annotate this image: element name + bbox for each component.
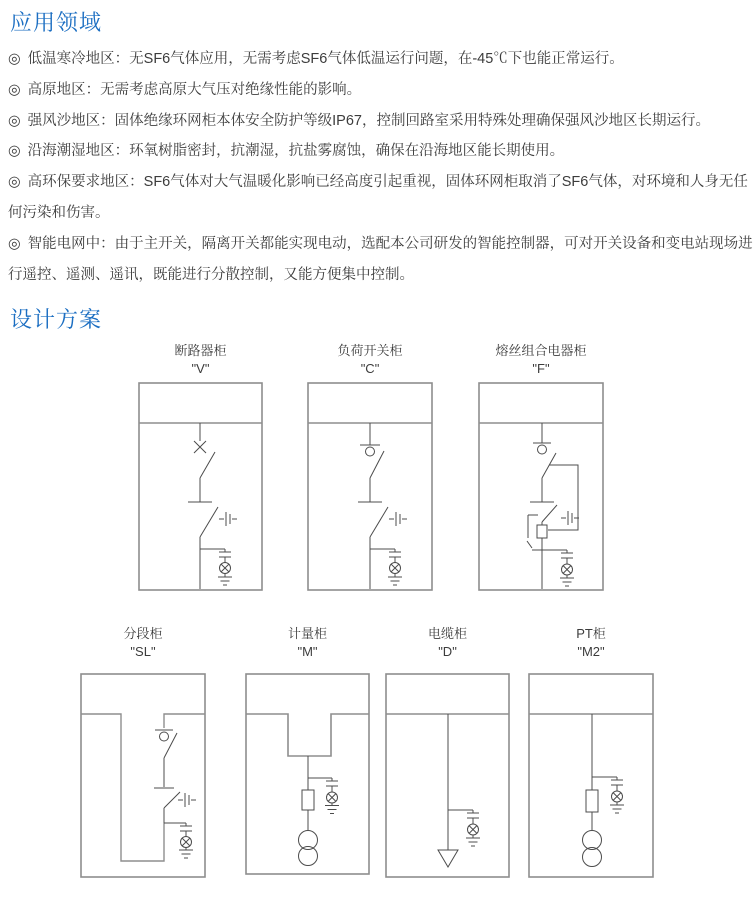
single-line-diagram (385, 673, 510, 878)
voltage-indicator-symbol (308, 778, 339, 814)
cabinet-name: 电缆柜 (427, 626, 467, 641)
voltage-indicator-symbol (200, 549, 232, 585)
cabinet-code: "SL" (130, 644, 156, 659)
section-title-design: 设计方案 (10, 307, 103, 332)
busbar (246, 714, 369, 756)
section-title-application: 应用领域 (10, 10, 103, 35)
transformer-symbol (299, 831, 318, 866)
cabinet-code: "F" (532, 361, 550, 376)
application-item (8, 136, 753, 167)
cabinet-outline (81, 674, 205, 877)
load-switch-symbol (358, 423, 384, 502)
load-switch-symbol (530, 423, 556, 502)
busbar (81, 714, 205, 861)
voltage-indicator-symbol (592, 777, 624, 813)
cabinet-diagram-m2 (528, 625, 654, 880)
cabinet-diagram-d (385, 625, 510, 880)
cabinet-code: "C" (360, 361, 380, 376)
cabinet-diagram-sl (80, 625, 206, 880)
bullet-icon: ◎ (8, 143, 21, 160)
application-item-text: 高原地区：无需考虑高原大气压对绝缘性能的影响。 (27, 81, 362, 98)
cabinet-code: "V" (191, 361, 210, 376)
cabinet-code: "M2" (577, 644, 605, 659)
bullet-icon: ◎ (8, 112, 21, 129)
cabinet-diagram-m (245, 625, 370, 880)
voltage-indicator-symbol (164, 823, 193, 858)
cabinet-outline (529, 674, 653, 877)
application-item-text: 沿海潮湿地区：环氧树脂密封，抗潮湿，抗盐雾腐蚀，确保在沿海地区能长期使用。 (27, 143, 565, 160)
bullet-icon: ◎ (8, 235, 21, 252)
cabinet-diagram-f (478, 342, 604, 592)
voltage-indicator-symbol (448, 810, 480, 846)
bullet-icon: ◎ (8, 81, 21, 98)
cabinet-outline (479, 383, 603, 590)
cabinet-diagram-c (307, 342, 433, 592)
application-item (8, 106, 753, 137)
application-item-text: 智能电网中：由于主开关，隔离开关都能实现电动，选配本公司研发的智能控制器，可对开关设备和变电站现场进行遥控、遥测、遥讯，既能进行分散控制，又能方便集中控制。 (8, 235, 753, 283)
application-item (8, 75, 753, 106)
cabinet-name: 断路器柜 (174, 343, 227, 358)
application-item (8, 229, 753, 291)
single-line-diagram (307, 382, 433, 591)
single-line-diagram (528, 673, 654, 878)
bullet-icon: ◎ (8, 51, 21, 67)
cabinet-name: 负荷开关柜 (337, 343, 403, 358)
application-item (8, 167, 753, 229)
single-line-diagram (245, 673, 370, 875)
voltage-indicator-symbol (370, 549, 402, 585)
single-line-diagram (478, 382, 604, 591)
contact-symbol (178, 793, 196, 807)
cabinet-code: "D" (438, 644, 457, 659)
earthing-switch-symbol (164, 792, 196, 823)
single-line-diagram (138, 382, 263, 591)
contact-symbol (219, 512, 237, 526)
application-list (8, 44, 753, 290)
fuse-symbol (537, 525, 547, 589)
fuse-symbol (586, 790, 598, 831)
cabinet-name: 分段柜 (123, 626, 163, 641)
cable-terminal-symbol (438, 850, 458, 867)
contact-symbol (389, 512, 407, 526)
single-line-diagram (80, 673, 206, 878)
cabinet-code: "M" (297, 644, 318, 659)
cabinet-name: PT柜 (576, 626, 606, 641)
circuit-breaker-symbol (188, 423, 215, 502)
fuse-symbol (302, 790, 314, 831)
application-item-text: 低温寒冷地区：无SF6气体应用，无需考虑SF6气体低温运行问题，在-45℃下也能正常运行。 (27, 51, 624, 67)
bullet-icon: ◎ (8, 174, 21, 191)
cabinet-name: 熔丝组合电器柜 (495, 343, 587, 358)
load-switch-symbol (154, 730, 177, 788)
voltage-indicator-symbol (542, 550, 574, 586)
transformer-symbol (583, 831, 602, 867)
application-item-text: 高环保要求地区：SF6气体对大气温暖化影响已经高度引起重视，固体环网柜取消了SF6气体，对环境和人身无任何污染和伤害。 (8, 174, 748, 221)
bypass-loop (548, 465, 579, 530)
application-item-text: 强风沙地区：固体绝缘环网柜本体安全防护等级IP67，控制回路室采用特殊处理确保强风沙地区长期运行。 (27, 112, 710, 129)
application-item (8, 44, 753, 75)
cabinet-diagram-v (138, 342, 263, 592)
cabinet-name: 计量柜 (287, 626, 327, 641)
contact-symbol (561, 511, 579, 525)
